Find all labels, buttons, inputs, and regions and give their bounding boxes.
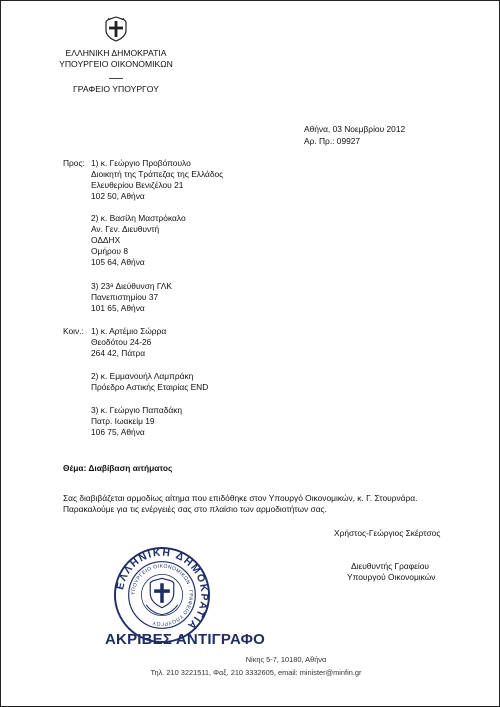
footer-address: Νίκης 5-7, 10180, Αθήνα	[245, 655, 327, 664]
address-line: 105 64, Αθήνα	[91, 257, 145, 267]
document-date: Αθήνα, 03 Νοεμβρίου 2012	[304, 124, 406, 134]
address-line: Ομήρου 8	[91, 246, 128, 256]
greek-emblem-icon	[105, 16, 127, 42]
to-label: Προς:	[63, 158, 85, 168]
footer-contact: Τηλ. 210 3221511, Φαξ. 210 3332605, email: minister@minfin.gr	[150, 668, 362, 677]
address-line: 1) κ. Γεώργιο Προβόπουλο	[91, 158, 191, 168]
address-line: 106 75, Αθήνα	[91, 427, 145, 437]
header-office: ΓΡΑΦΕΙΟ ΥΠΟΥΡΓΟΥ	[73, 84, 159, 94]
header-ministry: ΥΠΟΥΡΓΕΙΟ ΟΙΚΟΝΟΜΙΚΩΝ	[59, 59, 173, 69]
seal-emblem-icon	[146, 578, 177, 614]
header-republic: ΕΛΛΗΝΙΚΗ ΔΗΜΟΚΡΑΤΙΑ	[65, 48, 167, 58]
to-recipient-1	[91, 158, 223, 202]
address-line: Διοικητή της Τράπεζας της Ελλάδος	[91, 169, 224, 179]
address-line: Πρόεδρο Αστικής Εταιρίας END	[91, 382, 209, 392]
address-line: 2) κ. Βασίλη Μαστρόκαλο	[91, 213, 186, 223]
to-recipient-3	[91, 281, 172, 314]
seal-outer-text: ΕΛΛΗΝΙΚΗ ΔΗΜΟΚΡΑΤΙΑ	[115, 547, 210, 632]
address-line: Ελευθερίου Βενιζέλου 21	[91, 180, 184, 190]
address-line: 2) κ. Εμμανουήλ Λαμπράκη	[91, 371, 194, 381]
cc-recipient-2	[91, 371, 208, 393]
address-line: 1) κ. Αρτέμιο Σώρρα	[91, 326, 167, 336]
address-line: Πατρ. Ιωακείμ 19	[91, 416, 155, 426]
signatory-name: Χρήστος-Γεώργιος Σκέρτσος	[334, 528, 441, 538]
subject-line: Θέμα: Διαβίβαση αιτήματος	[63, 463, 173, 473]
signatory-title-1: Διευθυντής Γραφείου	[351, 561, 430, 571]
body-line: Σας διαβιβάζεται αρμοδίως αίτημα που επιδόθηκε στον Υπουργό Οικονομικών, κ. Γ. Στουρνάρα.	[63, 493, 418, 503]
seal-inner-text: ΥΠΟΥΡΓΕΙΟ ΟΙΚΟΝΟΜΙΚΩΝ · ΓΡΑΦΕΙΟ ΥΠΟΥΡΓΟΥ	[130, 563, 194, 627]
address-line: 3) 23ᵃ Διεύθυνση ΓΛΚ	[91, 281, 172, 291]
address-line: 3) κ. Γεώργιο Παπαδάκη	[91, 405, 183, 415]
address-line: 101 65, Αθήνα	[91, 303, 145, 313]
official-seal-icon	[113, 546, 211, 644]
protocol-number: Αρ. Πρ.: 09927	[304, 136, 361, 146]
cc-label: Κοιν.:	[63, 326, 84, 336]
body-line: Παρακαλούμε για τις ενέργειές σας στο πλαίσιο των αρμοδιοτήτων σας.	[63, 504, 327, 514]
to-recipient-2	[91, 213, 186, 268]
address-line: 102 50, Αθήνα	[91, 191, 145, 201]
address-line: 264 42, Πάτρα	[91, 348, 146, 358]
certified-copy-stamp: ΑΚΡΙΒΕΣ ΑΝΤΙΓΡΑΦΟ	[105, 631, 265, 648]
signatory-title-2: Υπουργού Οικονομικών	[347, 572, 436, 582]
address-line: ΟΔΔΗΧ	[91, 235, 121, 245]
cc-recipient-3	[91, 405, 182, 438]
header-divider	[109, 78, 123, 79]
cc-recipient-1	[91, 326, 166, 359]
address-line: Αν. Γεν. Διευθυντή	[91, 224, 160, 234]
address-line: Πανεπιστημίου 37	[91, 292, 159, 302]
body-paragraph	[63, 493, 417, 515]
address-line: Θεοδότου 24-26	[91, 337, 152, 347]
